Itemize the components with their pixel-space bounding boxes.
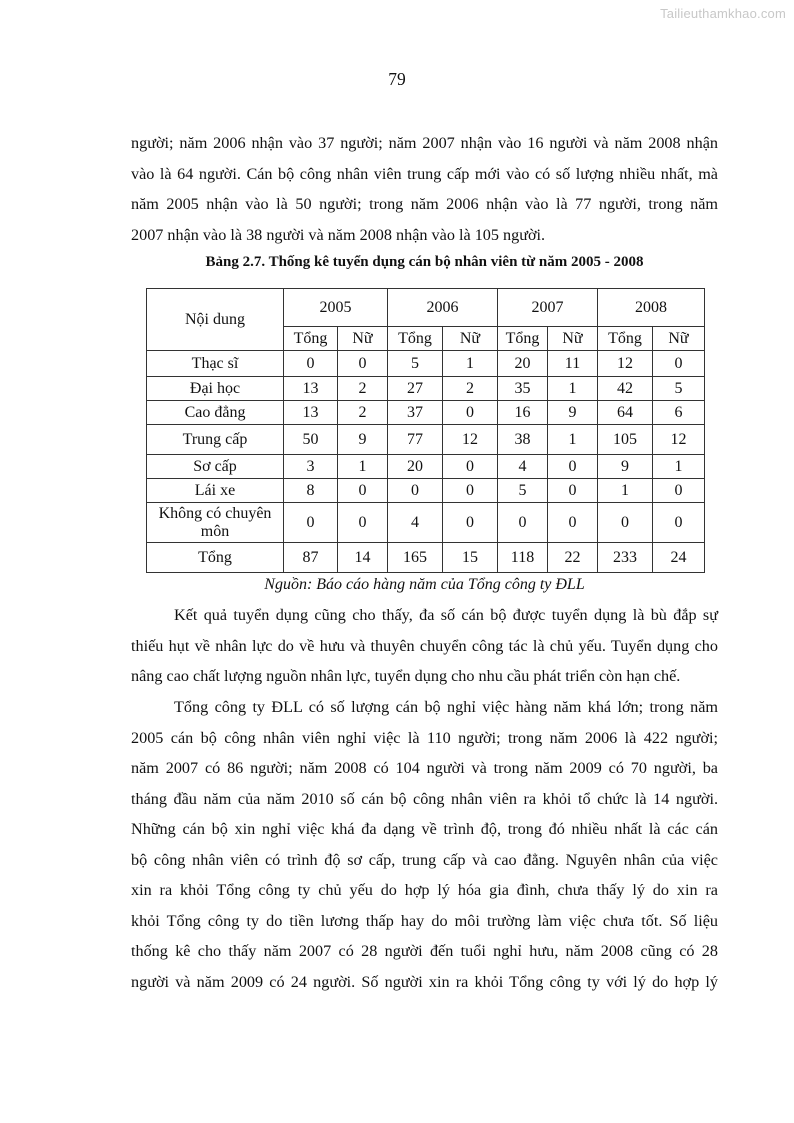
table-cell: 38 (498, 425, 548, 455)
row-label: Cao đẳng (147, 401, 284, 425)
table-cell: 2 (443, 377, 498, 401)
subheader-total: Tổng (598, 327, 653, 351)
table-cell: 105 (598, 425, 653, 455)
table-cell: 87 (284, 543, 338, 573)
subheader-female: Nữ (653, 327, 705, 351)
text-line: tháng đầu năm của năm 2010 số cán bộ công nhân viên ra khỏi tổ chức là 14 người. (131, 789, 718, 808)
row-label: Tổng (147, 543, 284, 573)
table-cell: 4 (388, 503, 443, 543)
table-cell: 0 (338, 503, 388, 543)
table-cell: 4 (498, 455, 548, 479)
text-line: xin ra khỏi Tổng công ty chủ yếu do hợp lý hóa gia đình, chưa thấy lý do xin ra (131, 881, 718, 899)
paragraph-intro (131, 128, 718, 250)
table-cell: 118 (498, 543, 548, 573)
table-cell: 0 (498, 503, 548, 543)
row-label: Sơ cấp (147, 455, 284, 479)
header-year: 2005 (284, 289, 388, 327)
table-cell: 12 (653, 425, 705, 455)
table-cell: 1 (338, 455, 388, 479)
text-line: thống kê cho thấy năm 2007 có 28 người đến tuổi nghỉ hưu, năm 2008 cũng có 28 (131, 942, 718, 960)
subheader-female: Nữ (338, 327, 388, 351)
table-cell: 9 (338, 425, 388, 455)
table-cell: 0 (548, 503, 598, 543)
paragraph-resignations (131, 692, 718, 997)
row-label: Không có chuyên môn (147, 503, 284, 543)
text-line: thiếu hụt về nhân lực do về hưu và thuyên chuyển công tác là chủ yếu. Tuyển dụng cho (131, 636, 718, 655)
text-line: người và năm 2009 có 24 người. Số người xin ra khỏi Tổng công ty với lý do hợp lý (131, 972, 718, 991)
table-cell: 3 (284, 455, 338, 479)
text-line: Những cán bộ xin nghỉ việc khá đa dạng về trình độ, trong đó nhiều nhất là các cán (131, 820, 718, 838)
header-year: 2006 (388, 289, 498, 327)
table-cell: 0 (443, 503, 498, 543)
table-cell: 9 (548, 401, 598, 425)
table-source: Nguồn: Báo cáo hàng năm của Tổng công ty ĐLL (264, 576, 585, 593)
table-cell: 11 (548, 351, 598, 377)
subheader-total: Tổng (498, 327, 548, 351)
table-cell: 6 (653, 401, 705, 425)
text-line: năm 2005 nhận vào là 50 người; trong năm 2006 nhận vào là 77 người, trong năm (131, 195, 718, 213)
table-cell: 9 (598, 455, 653, 479)
table-cell: 0 (388, 479, 443, 503)
row-label: Đại học (147, 377, 284, 401)
table-cell: 0 (443, 479, 498, 503)
table-cell: 0 (653, 503, 705, 543)
watermark: Tailieuthamkhao.com (660, 6, 786, 21)
row-label: Thạc sĩ (147, 351, 284, 377)
row-label: Lái xe (147, 479, 284, 503)
table-cell: 37 (388, 401, 443, 425)
table-cell: 0 (443, 455, 498, 479)
table-cell: 233 (598, 543, 653, 573)
text-line: 2005 cán bộ công nhân viên nghỉ việc là 110 người; trong năm 2006 là 422 người; (131, 728, 718, 747)
table-cell: 14 (338, 543, 388, 573)
table-cell: 1 (443, 351, 498, 377)
table-cell: 24 (653, 543, 705, 573)
text-line: vào là 64 người. Cán bộ công nhân viên trung cấp mới vào có số lượng nhiều nhất, mà (131, 164, 718, 183)
table-cell: 22 (548, 543, 598, 573)
recruitment-table (146, 288, 705, 573)
table-cell: 2 (338, 401, 388, 425)
table-cell: 165 (388, 543, 443, 573)
table-row (147, 503, 705, 543)
table-cell: 5 (653, 377, 705, 401)
table-row (147, 401, 705, 425)
table-row (147, 455, 705, 479)
text-line: 2007 nhận vào là 38 người và năm 2008 nhận vào là 105 người. (131, 225, 546, 244)
table-cell: 0 (338, 351, 388, 377)
paragraph-results (131, 600, 718, 692)
subheader-female: Nữ (443, 327, 498, 351)
subheader-total: Tổng (388, 327, 443, 351)
table-cell: 0 (653, 479, 705, 503)
table-row (147, 351, 705, 377)
table-cell: 12 (443, 425, 498, 455)
text-line: người; năm 2006 nhận vào 37 người; năm 2007 nhận vào 16 người và năm 2008 nhận (131, 134, 718, 152)
table-cell: 0 (548, 479, 598, 503)
table-cell: 77 (388, 425, 443, 455)
table-cell: 0 (284, 351, 338, 377)
text-line: nâng cao chất lượng nguồn nhân lực, tuyển dụng cho nhu cầu phát triển còn hạn chế. (131, 667, 681, 685)
table-cell: 1 (548, 377, 598, 401)
table-cell: 1 (653, 455, 705, 479)
header-content: Nội dung (147, 289, 284, 351)
table-cell: 42 (598, 377, 653, 401)
table-cell: 0 (598, 503, 653, 543)
table-cell: 27 (388, 377, 443, 401)
table-cell: 0 (653, 351, 705, 377)
text-line: Kết quả tuyển dụng cũng cho thấy, đa số cán bộ được tuyển dụng là bù đắp sự (174, 606, 718, 624)
page-number: 79 (388, 69, 406, 89)
table-cell: 16 (498, 401, 548, 425)
table-row (147, 425, 705, 455)
table-caption: Bảng 2.7. Thống kê tuyển dụng cán bộ nhân viên từ năm 2005 - 2008 (205, 254, 644, 270)
table-row (147, 543, 705, 573)
table-cell: 35 (498, 377, 548, 401)
table-cell: 0 (443, 401, 498, 425)
table-row (147, 479, 705, 503)
table-cell: 1 (548, 425, 598, 455)
table-cell: 13 (284, 401, 338, 425)
table-row (147, 377, 705, 401)
table-cell: 50 (284, 425, 338, 455)
table-cell: 20 (388, 455, 443, 479)
table-cell: 8 (284, 479, 338, 503)
table-cell: 5 (388, 351, 443, 377)
text-line: khỏi Tổng công ty do tiền lương thấp hay do môi trường làm việc chưa tốt. Số liệu (131, 911, 718, 930)
table-cell: 0 (284, 503, 338, 543)
header-year: 2008 (598, 289, 705, 327)
subheader-total: Tổng (284, 327, 338, 351)
text-line: năm 2007 có 86 người; năm 2008 có 104 người và trong năm 2009 có 70 người, ba (131, 759, 718, 777)
table-cell: 64 (598, 401, 653, 425)
table-cell: 15 (443, 543, 498, 573)
text-line: bộ công nhân viên có trình độ sơ cấp, trung cấp và cao đẳng. Nguyên nhân của việc (131, 850, 718, 869)
table-cell: 20 (498, 351, 548, 377)
table-cell: 1 (598, 479, 653, 503)
table-cell: 0 (338, 479, 388, 503)
table-cell: 12 (598, 351, 653, 377)
table-cell: 2 (338, 377, 388, 401)
table-cell: 5 (498, 479, 548, 503)
row-label: Trung cấp (147, 425, 284, 455)
header-year: 2007 (498, 289, 598, 327)
table-cell: 13 (284, 377, 338, 401)
subheader-female: Nữ (548, 327, 598, 351)
text-line: Tổng công ty ĐLL có số lượng cán bộ nghỉ việc hàng năm khá lớn; trong năm (174, 698, 718, 716)
table-cell: 0 (548, 455, 598, 479)
